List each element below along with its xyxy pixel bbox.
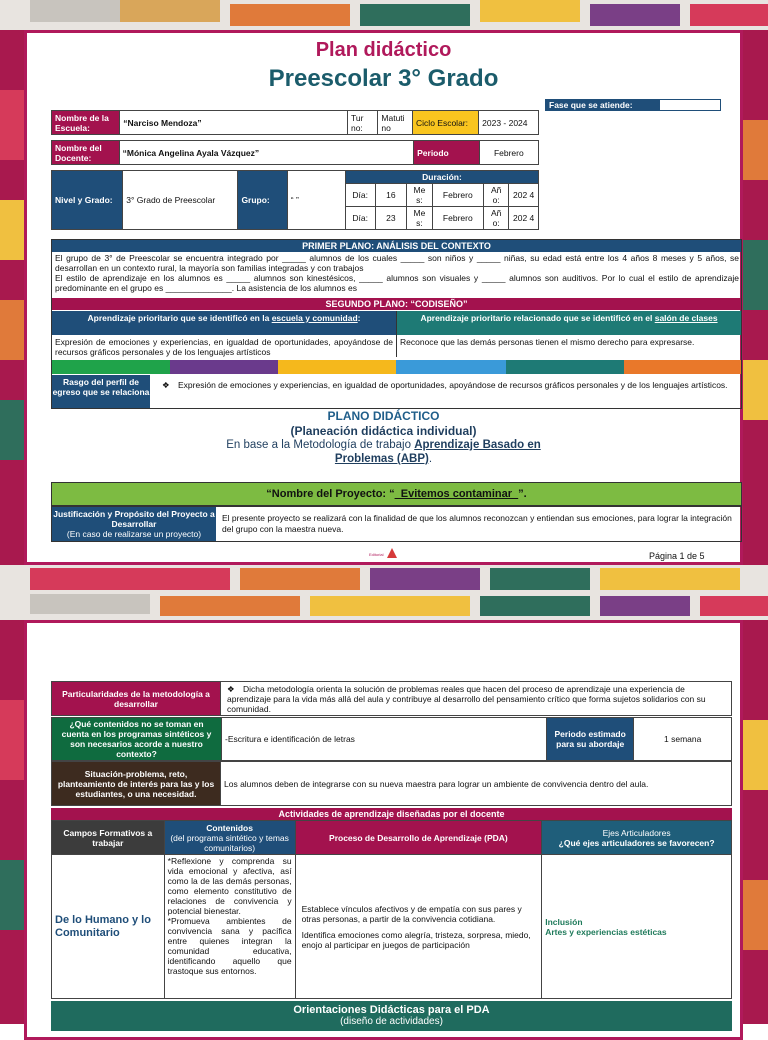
primer-plano-text-1: El grupo de 3° de Preescolar se encuentra integrado por _____ alumnos de los cuales _____ son niños y _____ niñas, su edad está entre los 4 años 8 meses y 5 años, se desarrollan en un contexto rural, la mayoría son familias integradas y con trabajos <box>55 253 739 273</box>
plano-didactico-title: PLANO DIDÁCTICO <box>327 409 440 423</box>
contenidos-cell <box>164 855 295 999</box>
situacion-value: Los alumnos deben de integrarse con su nueva maestra para lograr un ambiente de convivencia dentro del aula. <box>221 762 732 806</box>
ciclo-value: 2023 - 2024 <box>479 111 539 135</box>
ciclo-label: Ciclo Escolar: <box>413 111 479 135</box>
col-pda-header: Proceso de Desarrollo de Aprendizaje (PDA) <box>295 821 542 855</box>
pda-item: Establece vínculos afectivos y de empatía con sus pares y otras personas, a partir de la convivencia cotidiana. <box>301 903 522 924</box>
page-subtitle: Preescolar 3° Grado <box>268 65 499 92</box>
justificacion-label <box>52 507 216 541</box>
school-info-table <box>51 110 539 135</box>
aprendizaje-salon-link: salón de clases <box>654 313 718 323</box>
escuela-label: Nombre de la Escuela: <box>52 111 120 135</box>
color-bar-segment <box>396 360 506 374</box>
proyecto-name-label: “Nombre del Proyecto: “ <box>266 488 395 500</box>
col-ejes-subtitle: ¿Qué ejes articuladores se favorecen? <box>558 837 715 848</box>
aprendizaje-escuela-text: Expresión de emociones y experiencias, en igualdad de oportunidades, apoyándose de recursos gráficos personales y de los lenguajes artísticos <box>55 337 393 357</box>
ejes-cell <box>542 855 732 999</box>
actividades-header: Actividades de aprendizaje diseñadas por el docente <box>51 808 732 820</box>
justificacion-label-text: Justificación y Propósito del Proyecto a Desarrollar <box>53 509 215 529</box>
mes-label-2: Me s: <box>407 207 432 230</box>
page-title: Plan didáctico <box>315 39 452 61</box>
aprendizaje-salon-text: Reconoce que las demás personas tienen el mismo derecho para expresarse. <box>400 337 695 347</box>
color-bar-segment <box>170 360 278 374</box>
segundo-plano-header: SEGUNDO PLANO: “CODISEÑO” <box>52 298 741 310</box>
orientaciones-title: Orientaciones Didácticas para el PDA <box>293 1004 490 1016</box>
periodo-label: Periodo <box>414 141 480 165</box>
contenido-item: *Reflexione y comprenda su vida emocional y afectiva, así como la de las demás personas, como elemento constitutivo de relaciones de convivencia y potencial bienestar. <box>167 856 292 916</box>
justificacion-text: El presente proyecto se realizará con la finalidad de que los alumnos reconozcan y entiendan sus emociones, para lograr la integración del grupo con la maestra nueva. <box>222 513 732 534</box>
color-bar-segment <box>506 360 624 374</box>
turno-value: Matuti no <box>378 111 413 135</box>
mes-value-1: Febrero <box>432 184 484 207</box>
logo-icon <box>387 548 397 558</box>
metodologia-line-1 <box>27 439 740 451</box>
orientaciones-header <box>51 1001 732 1031</box>
particularidades-text: Dicha metodología orienta la solución de problemas reales que hacen del proceso de aprendizaje una experiencia de aprendizaje para la vida más allá del aula y contribuye al desarrollo del pensamiento crítico que forma sujetos solidarios con su comunidad. <box>227 683 706 714</box>
contenido-item: *Promueva ambientes de convivencia sana y pacífica entre quienes integran la comunidad educativa, identificando aquello que trastoque sus entornos. <box>167 916 292 976</box>
rasgo-text: Expresión de emociones y experiencias, en igualdad de oportunidades, apoyándose de recursos gráficos personales y de los lenguajes artísticos. <box>178 380 728 390</box>
fase-box <box>545 99 721 111</box>
duracion-label: Duración: <box>345 171 538 184</box>
ano-label-2: Añ o: <box>484 207 509 230</box>
eje-item: Artes y experiencias estéticas <box>545 926 667 937</box>
docente-table <box>51 140 539 165</box>
col-contenidos-header <box>164 821 295 855</box>
color-bar-segment <box>52 360 170 374</box>
justificacion-row <box>51 506 742 542</box>
plano-didactico-subtitle: (Planeación didáctica individual) <box>290 424 477 438</box>
metodologia-abp-part2: Problemas (ABP) <box>334 453 429 465</box>
nivel-table <box>51 170 539 230</box>
ano-value-2: 202 4 <box>509 207 539 230</box>
mes-label-1: Me s: <box>407 184 432 207</box>
dia-label-2: Día: <box>345 207 375 230</box>
dia-label-1: Día: <box>345 184 375 207</box>
grupo-value: “ ” <box>287 171 345 230</box>
contenidos-table <box>51 717 732 761</box>
document-page-2 <box>24 620 743 1040</box>
pda-cell <box>295 855 542 999</box>
orientaciones-subtitle: (diseño de actividades) <box>340 1016 443 1027</box>
mes-value-2: Febrero <box>432 207 484 230</box>
col-contenidos-subtitle: (del programa sintético y temas comunitarios) <box>170 832 289 853</box>
pda-item: Identifica emociones como alegría, tristeza, sorpresa, miedo, enojo al participar en juegos de participación <box>301 929 531 950</box>
campo-formativo: De lo Humano y lo Comunitario <box>52 855 165 999</box>
dia-value-1: 16 <box>375 184 407 207</box>
periodo-value: Febrero <box>479 141 538 165</box>
actividades-table <box>51 820 732 999</box>
color-bar <box>52 360 741 374</box>
page-number: Página 1 de 5 <box>649 551 705 561</box>
metodologia-abp-part1: Aprendizaje Basado en <box>414 439 541 451</box>
primer-plano-text-2: El estilo de aprendizaje en los alumnos es _____ alumnos son kinestésicos, _____ alumnos son visuales y _____ alumnos son auditivos. Por lo cual el estilo de aprendizaje predominante en el grupo es ______________. La asistencia de los alumnos es <box>55 273 739 293</box>
aprendizaje-salon-header <box>397 311 741 335</box>
col-ejes-title: Ejes Articuladores <box>602 827 671 838</box>
contenidos-value: -Escritura e identificación de letras <box>222 718 547 761</box>
docente-label: Nombre del Docente: <box>52 141 120 165</box>
dia-value-2: 23 <box>375 207 407 230</box>
diamond-bullet-icon: ❖ <box>227 683 235 694</box>
column-divider <box>396 311 397 357</box>
particularidades-label: Particularidades de la metodología a desarrollar <box>52 682 221 716</box>
fase-label: Fase que se atiende: <box>546 100 660 110</box>
nivel-value: 3° Grado de Preescolar <box>123 171 238 230</box>
metodologia-text: En base a la Metodología de trabajo <box>226 439 415 451</box>
proyecto-name-value: _Evitemos contaminar_ <box>394 488 519 500</box>
col-contenidos-title: Contenidos <box>206 822 253 833</box>
escuela-value: “Narciso Mendoza” <box>120 111 348 135</box>
situacion-table <box>51 761 732 806</box>
aprendizaje-salon-header-text: Aprendizaje prioritario relacionado que se identificó en el <box>420 313 655 323</box>
document-page-1 <box>24 30 743 565</box>
aprendizaje-escuela-header <box>52 311 396 335</box>
editorial-logo-text: Editorial <box>369 552 384 557</box>
proyecto-name-bar <box>51 482 742 506</box>
metodologia-line-2 <box>27 453 740 465</box>
ano-label-1: Añ o: <box>484 184 509 207</box>
eje-item: Inclusión <box>545 916 583 927</box>
turno-label: Tur no: <box>347 111 377 135</box>
color-bar-segment <box>278 360 396 374</box>
metodologia-end: . <box>428 453 433 465</box>
aprendizaje-escuela-header-text: Aprendizaje prioritario que se identificó en la <box>87 313 272 323</box>
aprendizaje-escuela-link: escuela y comunidad <box>271 313 358 323</box>
nivel-label: Nivel y Grado: <box>52 171 123 230</box>
docente-value: “Mónica Angelina Ayala Vázquez” <box>119 141 413 165</box>
editorial-logo <box>369 548 399 560</box>
col-campos-header: Campos Formativos a trabajar <box>52 821 165 855</box>
color-bar-segment <box>624 360 741 374</box>
periodo-estimado-value: 1 semana <box>634 718 732 761</box>
situacion-label: Situación-problema, reto, planteamiento de interés para las y los estudiantes, o una necesidad. <box>52 762 221 806</box>
diamond-bullet-icon: ❖ <box>162 380 170 390</box>
aprendizaje-escuela-colon: : <box>357 313 361 323</box>
ano-value-1: 202 4 <box>509 184 539 207</box>
grupo-label: Grupo: <box>238 171 287 230</box>
fase-value[interactable] <box>660 100 720 110</box>
rasgo-label: Rasgo del perfil de egreso que se relaciona <box>52 375 150 408</box>
proyecto-name-end: ”. <box>518 488 527 500</box>
primer-plano-header: PRIMER PLANO: ANÁLISIS DEL CONTEXTO <box>52 240 741 252</box>
justificacion-sublabel: (En caso de realizarse un proyecto) <box>66 529 202 539</box>
particularidades-cell <box>221 682 732 716</box>
metodologia-table <box>51 681 732 716</box>
periodo-estimado-label: Periodo estimado para su abordaje <box>546 718 634 761</box>
contexto-section <box>51 239 742 409</box>
col-ejes-header <box>542 821 732 855</box>
contenidos-label: ¿Qué contenidos no se toman en cuenta en los programas sintéticos y son necesarios acorde a nuestro contexto? <box>52 718 222 761</box>
